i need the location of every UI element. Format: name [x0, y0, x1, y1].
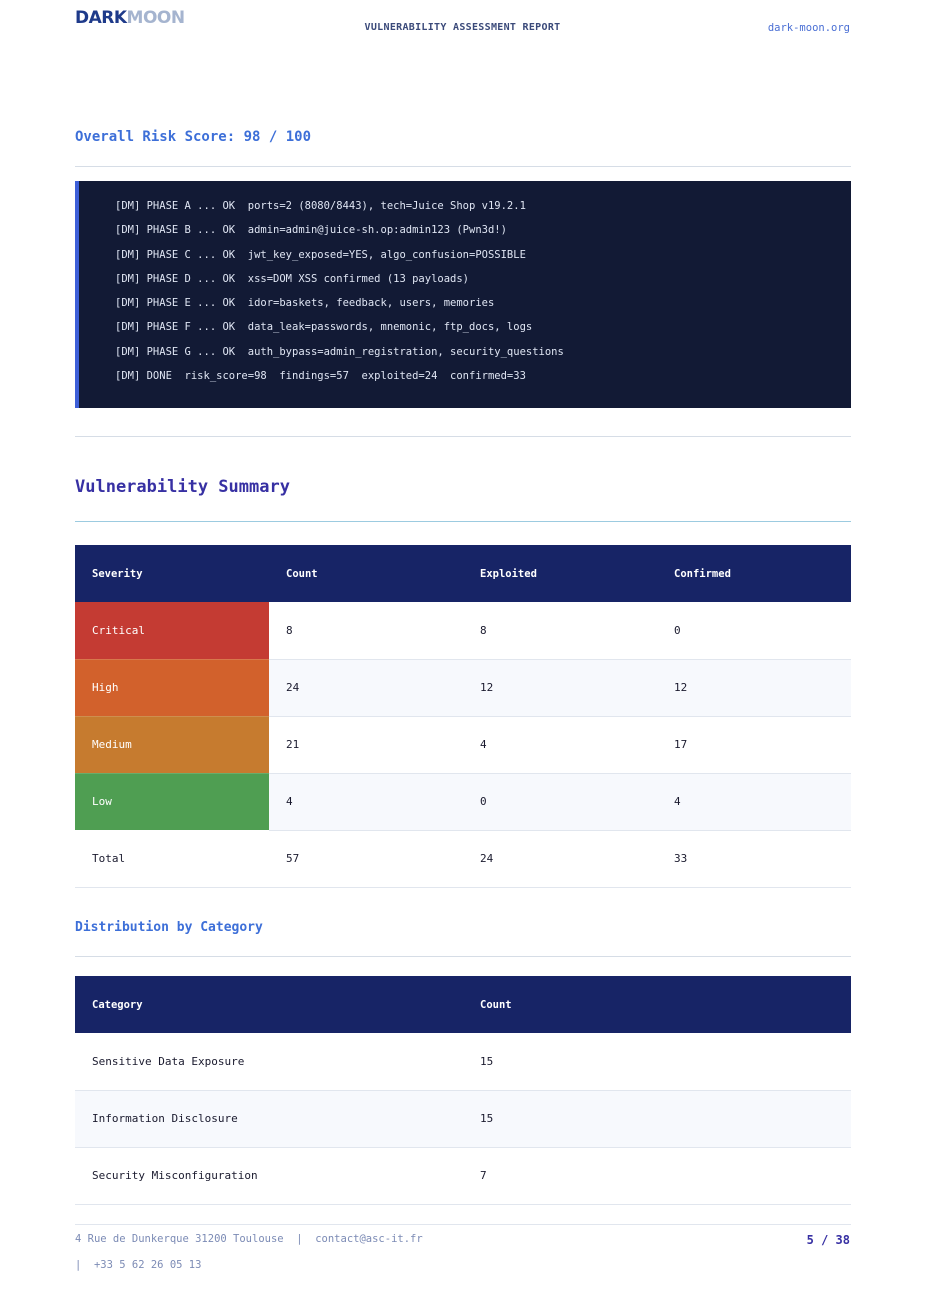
- count-cell: 24: [269, 659, 463, 716]
- logo-dark-text: DARK: [75, 8, 127, 28]
- table-row: [75, 716, 851, 773]
- distribution-heading: Distribution by Category: [75, 920, 263, 935]
- exploited-cell: 4: [463, 716, 657, 773]
- exploited-cell: 24: [463, 830, 657, 887]
- column-header-count: Count: [269, 545, 463, 602]
- column-header-category: Category: [75, 976, 463, 1033]
- count-cell: 57: [269, 830, 463, 887]
- vulnerability-summary-table: [75, 545, 851, 888]
- terminal-line: [DM] PHASE D ... OK xss=DOM XSS confirmed (13 payloads): [115, 272, 470, 285]
- divider: [75, 166, 851, 167]
- count-cell: 21: [269, 716, 463, 773]
- confirmed-cell: 17: [657, 716, 851, 773]
- table-row: [75, 1090, 851, 1147]
- severity-cell-medium: Medium: [75, 716, 269, 773]
- table-header-row: [75, 976, 851, 1033]
- confirmed-cell: 12: [657, 659, 851, 716]
- footer-address: 4 Rue de Dunkerque 31200 Toulouse | contact@asc-it.fr: [75, 1233, 423, 1245]
- risk-score-heading: Overall Risk Score: 98 / 100: [75, 129, 312, 145]
- confirmed-cell: 33: [657, 830, 851, 887]
- severity-cell-high: High: [75, 659, 269, 716]
- distribution-table: [75, 976, 851, 1205]
- count-cell: 15: [463, 1090, 851, 1147]
- table-row: [75, 602, 851, 659]
- severity-cell-low: Low: [75, 773, 269, 830]
- page-number: 5 / 38: [806, 1233, 850, 1247]
- exploited-cell: 0: [463, 773, 657, 830]
- severity-cell-critical: Critical: [75, 602, 269, 659]
- website-link[interactable]: dark-moon.org: [767, 22, 850, 34]
- exploited-cell: 12: [463, 659, 657, 716]
- terminal-line: [DM] PHASE B ... OK admin=admin@juice-sh.op:admin123 (Pwn3d!): [115, 224, 507, 237]
- category-cell: Security Misconfiguration: [75, 1147, 463, 1204]
- category-cell: Sensitive Data Exposure: [75, 1033, 463, 1090]
- table-header-row: [75, 545, 851, 602]
- table-row: [75, 659, 851, 716]
- terminal-line: [DM] PHASE E ... OK idor=baskets, feedback, users, memories: [115, 297, 495, 310]
- confirmed-cell: 0: [657, 602, 851, 659]
- terminal-output: [75, 181, 851, 408]
- category-cell: Information Disclosure: [75, 1090, 463, 1147]
- count-cell: 4: [269, 773, 463, 830]
- footer-phone: | +33 5 62 26 05 13: [75, 1259, 202, 1271]
- footer-divider: [75, 1224, 851, 1225]
- column-header-confirmed: Confirmed: [657, 545, 851, 602]
- count-cell: 7: [463, 1147, 851, 1204]
- divider: [75, 436, 851, 437]
- terminal-line: [DM] PHASE G ... OK auth_bypass=admin_registration, security_questions: [115, 345, 564, 358]
- count-cell: 15: [463, 1033, 851, 1090]
- column-header-count: Count: [463, 976, 851, 1033]
- exploited-cell: 8: [463, 602, 657, 659]
- terminal-line: [DM] PHASE C ... OK jwt_key_exposed=YES, algo_confusion=POSSIBLE: [115, 248, 526, 261]
- terminal-line: [DM] PHASE F ... OK data_leak=passwords, mnemonic, ftp_docs, logs: [115, 321, 533, 334]
- confirmed-cell: 4: [657, 773, 851, 830]
- terminal-accent-bar: [75, 181, 79, 408]
- logo-moon-text: MOON: [126, 8, 185, 28]
- divider: [75, 956, 851, 957]
- column-header-exploited: Exploited: [463, 545, 657, 602]
- total-label: Total: [75, 830, 269, 887]
- table-row: [75, 773, 851, 830]
- table-row: [75, 1033, 851, 1090]
- report-title: VULNERABILITY ASSESSMENT REPORT: [364, 22, 561, 33]
- table-row-total: [75, 830, 851, 887]
- vulnerability-summary-heading: Vulnerability Summary: [75, 477, 290, 497]
- terminal-line: [DM] PHASE A ... OK ports=2 (8080/8443), tech=Juice Shop v19.2.1: [115, 200, 526, 212]
- terminal-line: [DM] DONE risk_score=98 findings=57 exploited=24 confirmed=33: [115, 370, 526, 383]
- divider: [75, 521, 851, 522]
- table-row: [75, 1147, 851, 1204]
- count-cell: 8: [269, 602, 463, 659]
- column-header-severity: Severity: [75, 545, 269, 602]
